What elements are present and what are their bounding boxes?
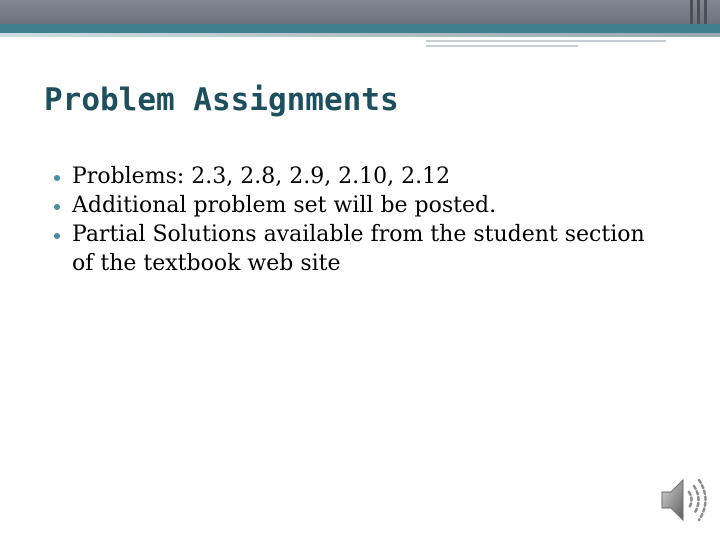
decorative-line — [426, 45, 578, 47]
decorative-line — [426, 40, 666, 42]
bullet-text: Additional problem set will be posted. — [72, 193, 497, 218]
header-accent-stripe — [0, 33, 720, 37]
slide-title: Problem Assignments — [44, 82, 399, 118]
header-notch — [704, 0, 707, 24]
bullet-text: Problems: 2.3, 2.8, 2.9, 2.10, 2.12 — [72, 164, 451, 189]
bullet-item — [52, 191, 672, 220]
bullet-dot — [54, 233, 60, 239]
header-accent-bar — [0, 24, 720, 33]
bullet-dot — [54, 175, 60, 181]
bullet-item — [52, 162, 672, 191]
bullet-dot — [54, 204, 60, 210]
bullet-list — [52, 162, 672, 278]
header-notch — [690, 0, 693, 24]
speaker-icon[interactable] — [656, 474, 712, 526]
header-notch — [697, 0, 700, 24]
bullet-text: Partial Solutions available from the student section of the textbook web site — [72, 222, 645, 276]
bullet-item — [52, 220, 672, 278]
top-header-band — [0, 0, 720, 24]
